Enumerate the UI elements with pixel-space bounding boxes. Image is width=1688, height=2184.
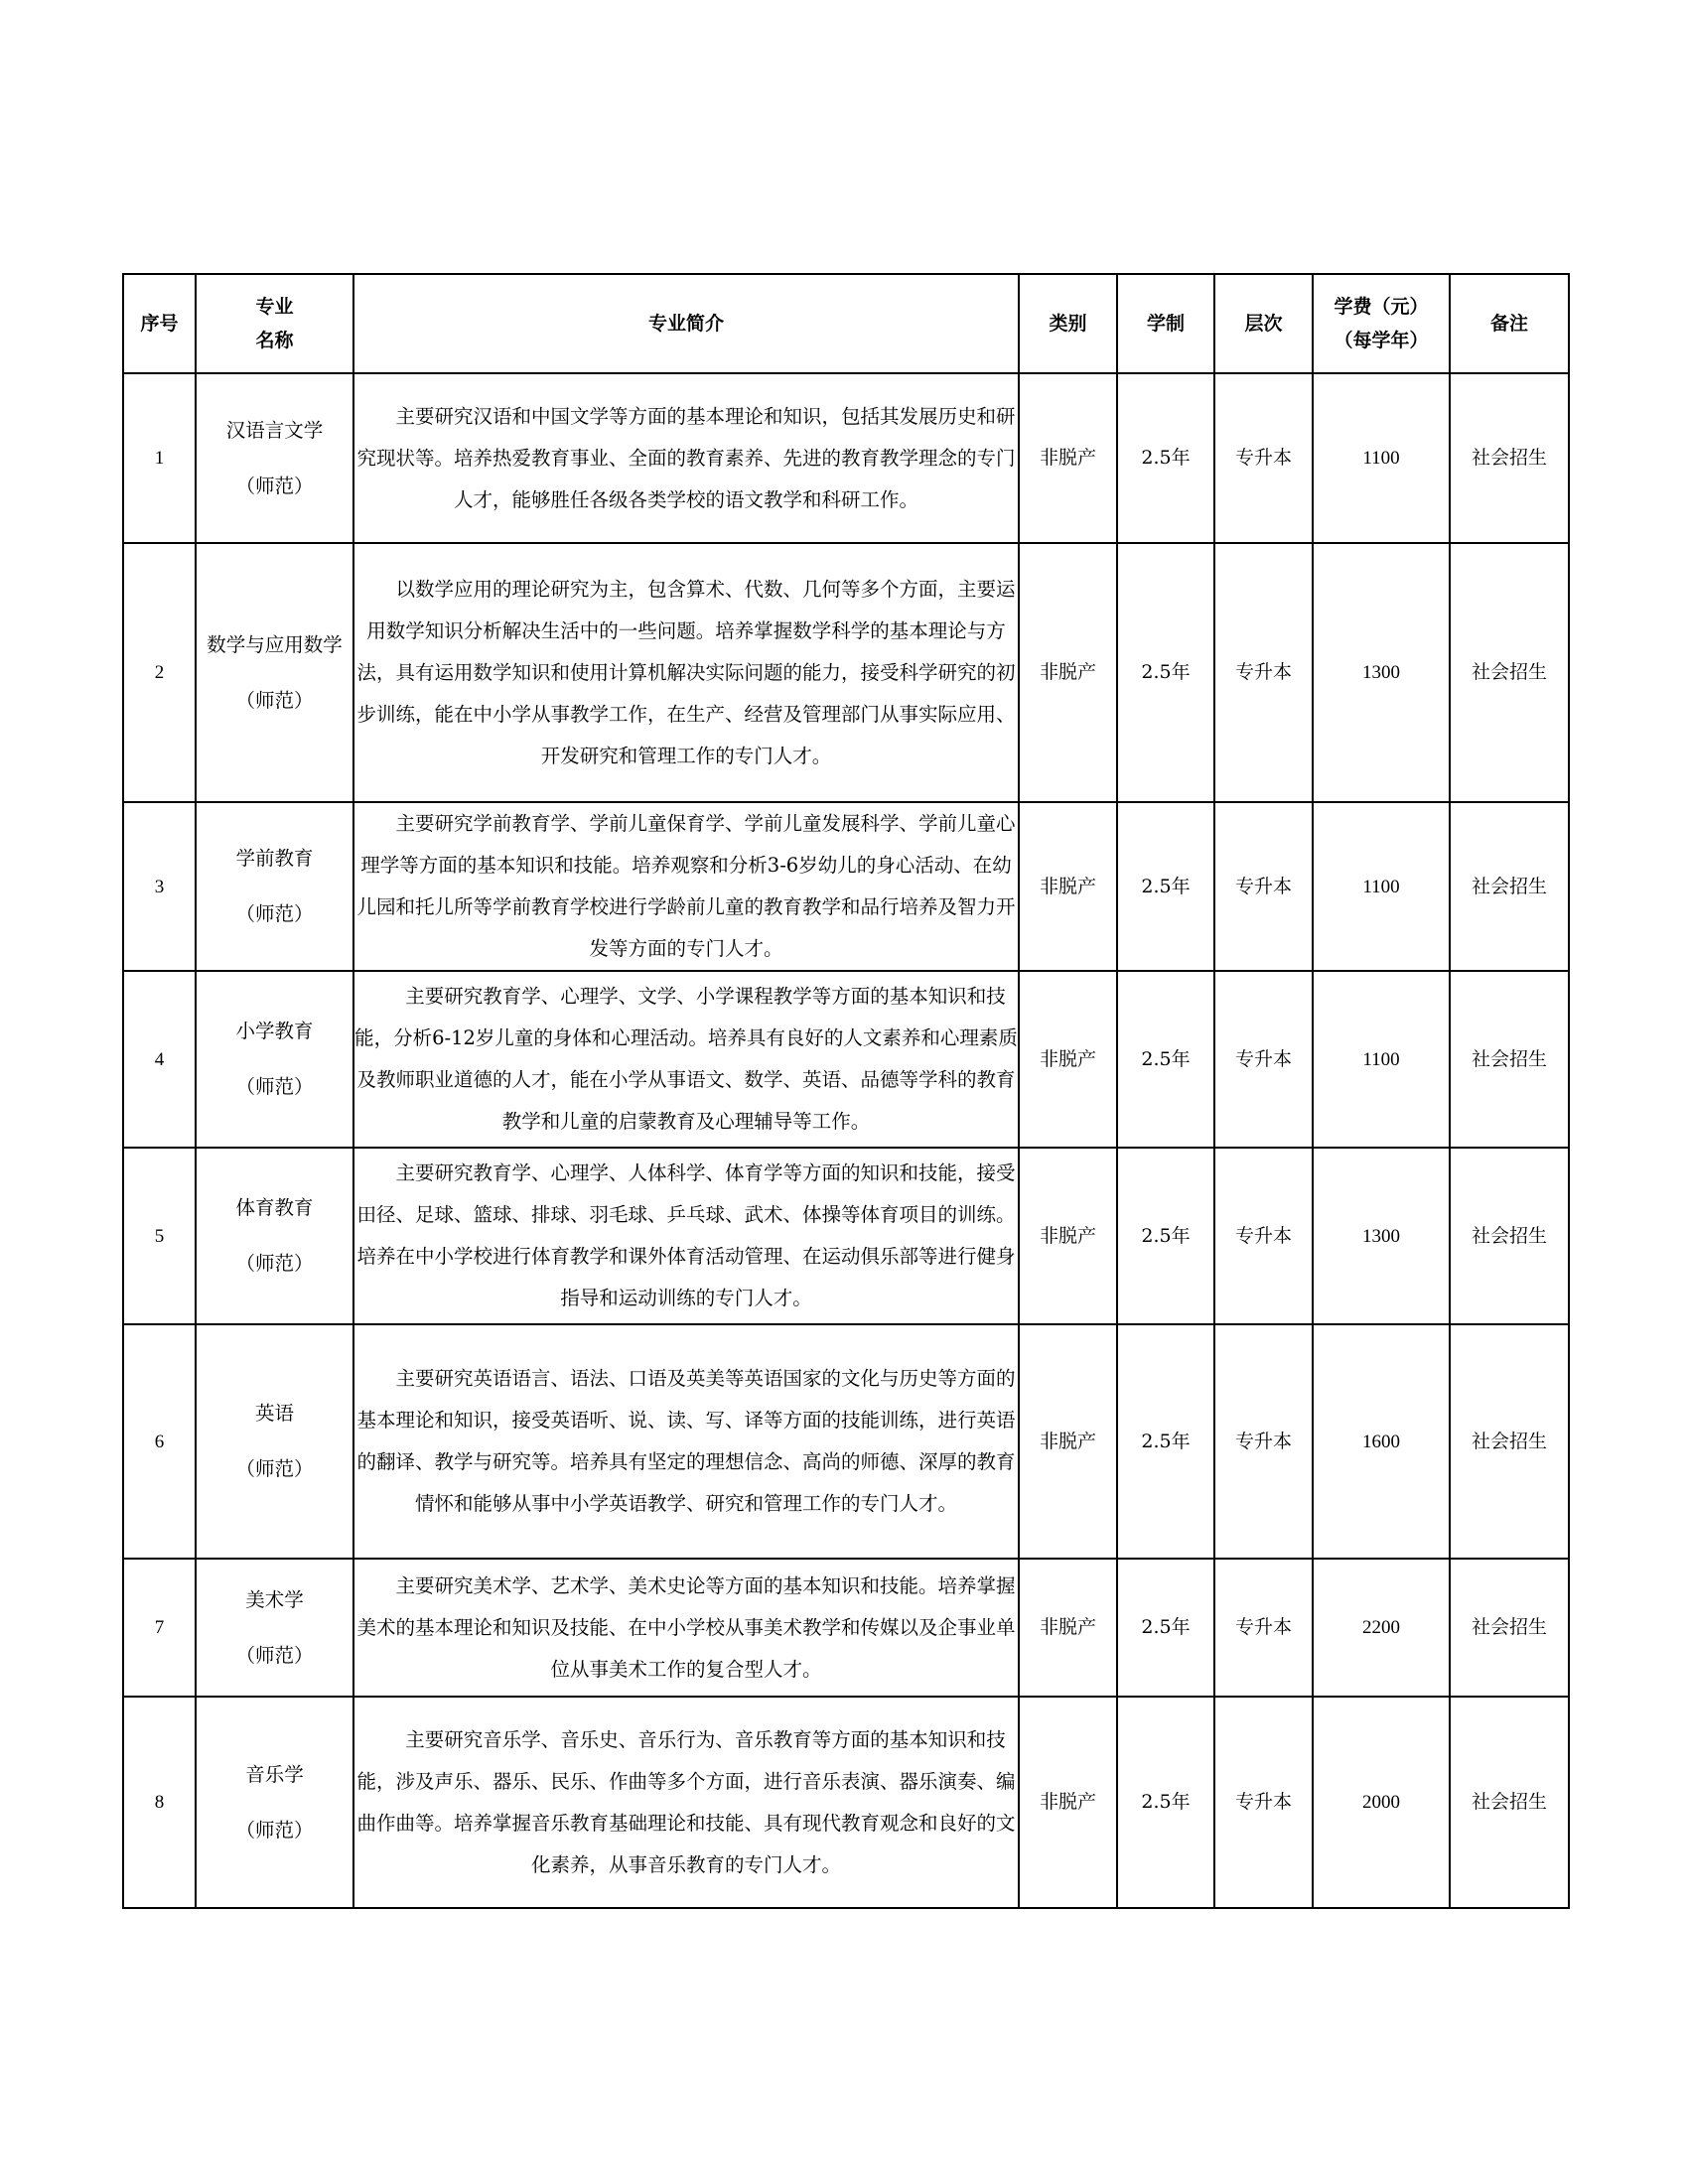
- row-level: 专升本: [1214, 802, 1313, 971]
- row-fee: 1100: [1313, 802, 1450, 971]
- row-level: 专升本: [1214, 543, 1313, 802]
- row-remark: 社会招生: [1450, 1559, 1569, 1697]
- row-duration: 2.5年: [1117, 543, 1214, 802]
- row-remark: 社会招生: [1450, 373, 1569, 543]
- row-remark: 社会招生: [1450, 1697, 1569, 1908]
- row-seq: 1: [123, 373, 196, 543]
- row-program-name: 汉语言文学 （师范）: [196, 373, 353, 543]
- row-category: 非脱产: [1019, 802, 1117, 971]
- row-category: 非脱产: [1019, 1324, 1117, 1559]
- row-duration: 2.5年: [1117, 802, 1214, 971]
- row-duration: 2.5年: [1117, 971, 1214, 1148]
- row-remark: 社会招生: [1450, 802, 1569, 971]
- row-fee: 2000: [1313, 1697, 1450, 1908]
- row-duration: 2.5年: [1117, 1324, 1214, 1559]
- row-duration: 2.5年: [1117, 1697, 1214, 1908]
- header-intro: 专业简介: [353, 274, 1019, 373]
- header-remark: 备注: [1450, 274, 1569, 373]
- row-program-intro: 以数学应用的理论研究为主，包含算术、代数、几何等多个方面，主要运用数学知识分析解决生活中的一些问题。培养掌握数学科学的基本理论与方法，具有运用数学知识和使用计算机解决实际问题的能力，接受科学研究的初步训练，能在中小学从事教学工作，在生产、经营及管理部门从事实际应用、开发研究和管理工作的专门人才。: [353, 543, 1019, 802]
- row-seq: 5: [123, 1148, 196, 1324]
- row-fee: 1300: [1313, 543, 1450, 802]
- row-category: 非脱产: [1019, 373, 1117, 543]
- row-level: 专升本: [1214, 1559, 1313, 1697]
- row-level: 专升本: [1214, 1697, 1313, 1908]
- row-level: 专升本: [1214, 1324, 1313, 1559]
- row-remark: 社会招生: [1450, 971, 1569, 1148]
- header-duration: 学制: [1117, 274, 1214, 373]
- row-category: 非脱产: [1019, 1148, 1117, 1324]
- row-fee: 1600: [1313, 1324, 1450, 1559]
- row-program-intro: 主要研究教育学、心理学、文学、小学课程教学等方面的基本知识和技能，分析6-12岁儿童的身体和心理活动。培养具有良好的人文素养和心理素质及教师职业道德的人才，能在小学从事语文、数学、英语、品德等学科的教育教学和儿童的启蒙教育及心理辅导等工作。: [353, 971, 1019, 1148]
- row-duration: 2.5年: [1117, 1148, 1214, 1324]
- row-fee: 1300: [1313, 1148, 1450, 1324]
- row-program-name: 学前教育 （师范）: [196, 802, 353, 971]
- row-seq: 6: [123, 1324, 196, 1559]
- row-program-intro: 主要研究美术学、艺术学、美术史论等方面的基本知识和技能。培养掌握美术的基本理论和知识及技能、在中小学校从事美术教学和传媒以及企事业单位从事美术工作的复合型人才。: [353, 1559, 1019, 1697]
- row-category: 非脱产: [1019, 971, 1117, 1148]
- table-row: [123, 1324, 1569, 1559]
- row-duration: 2.5年: [1117, 373, 1214, 543]
- row-duration: 2.5年: [1117, 1559, 1214, 1697]
- row-program-name: 英语 （师范）: [196, 1324, 353, 1559]
- program-table: [122, 273, 1570, 1909]
- table-row: [123, 1697, 1569, 1908]
- row-seq: 7: [123, 1559, 196, 1697]
- header-seq: 序号: [123, 274, 196, 373]
- row-seq: 8: [123, 1697, 196, 1908]
- row-program-name: 数学与应用数学（师范）: [196, 543, 353, 802]
- row-remark: 社会招生: [1450, 543, 1569, 802]
- row-fee: 1100: [1313, 373, 1450, 543]
- row-level: 专升本: [1214, 1148, 1313, 1324]
- row-seq: 4: [123, 971, 196, 1148]
- row-fee: 2200: [1313, 1559, 1450, 1697]
- row-program-intro: 主要研究汉语和中国文学等方面的基本理论和知识，包括其发展历史和研究现状等。培养热爱教育事业、全面的教育素养、先进的教育教学理念的专门人才，能够胜任各级各类学校的语文教学和科研工作。: [353, 373, 1019, 543]
- table-row: [123, 971, 1569, 1148]
- row-category: 非脱产: [1019, 543, 1117, 802]
- row-fee: 1100: [1313, 971, 1450, 1148]
- row-program-name: 小学教育 （师范）: [196, 971, 353, 1148]
- table-row: [123, 802, 1569, 971]
- header-category: 类别: [1019, 274, 1117, 373]
- row-remark: 社会招生: [1450, 1324, 1569, 1559]
- row-seq: 3: [123, 802, 196, 971]
- row-category: 非脱产: [1019, 1559, 1117, 1697]
- row-program-intro: 主要研究音乐学、音乐史、音乐行为、音乐教育等方面的基本知识和技能，涉及声乐、器乐、民乐、作曲等多个方面，进行音乐表演、器乐演奏、编曲作曲等。培养掌握音乐教育基础理论和技能、具有现代教育观念和良好的文化素养，从事音乐教育的专门人才。: [353, 1697, 1019, 1908]
- row-program-intro: 主要研究教育学、心理学、人体科学、体育学等方面的知识和技能，接受田径、足球、篮球、排球、羽毛球、乒乓球、武术、体操等体育项目的训练。培养在中小学校进行体育教学和课外体育活动管理、在运动俱乐部等进行健身指导和运动训练的专门人才。: [353, 1148, 1019, 1324]
- row-category: 非脱产: [1019, 1697, 1117, 1908]
- table-row: [123, 1559, 1569, 1697]
- row-program-name: 体育教育 （师范）: [196, 1148, 353, 1324]
- row-remark: 社会招生: [1450, 1148, 1569, 1324]
- table-row: [123, 1148, 1569, 1324]
- row-program-name: 音乐学 （师范）: [196, 1697, 353, 1908]
- table-row: [123, 543, 1569, 802]
- header-level: 层次: [1214, 274, 1313, 373]
- table-header-row: [123, 274, 1569, 373]
- row-program-intro: 主要研究英语语言、语法、口语及英美等英语国家的文化与历史等方面的基本理论和知识，接受英语听、说、读、写、译等方面的技能训练，进行英语的翻译、教学与研究等。培养具有坚定的理想信念、高尚的师德、深厚的教育情怀和能够从事中小学英语教学、研究和管理工作的专门人才。: [353, 1324, 1019, 1559]
- row-level: 专升本: [1214, 971, 1313, 1148]
- table-row: [123, 373, 1569, 543]
- header-fee: 学费（元） （每学年）: [1313, 274, 1450, 373]
- row-seq: 2: [123, 543, 196, 802]
- row-program-intro: 主要研究学前教育学、学前儿童保育学、学前儿童发展科学、学前儿童心理学等方面的基本知识和技能。培养观察和分析3-6岁幼儿的身心活动、在幼儿园和托儿所等学前教育学校进行学龄前儿童的教育教学和品行培养及智力开发等方面的专门人才。: [353, 802, 1019, 971]
- row-program-name: 美术学 （师范）: [196, 1559, 353, 1697]
- row-level: 专升本: [1214, 373, 1313, 543]
- header-name: 专业 名称: [196, 274, 353, 373]
